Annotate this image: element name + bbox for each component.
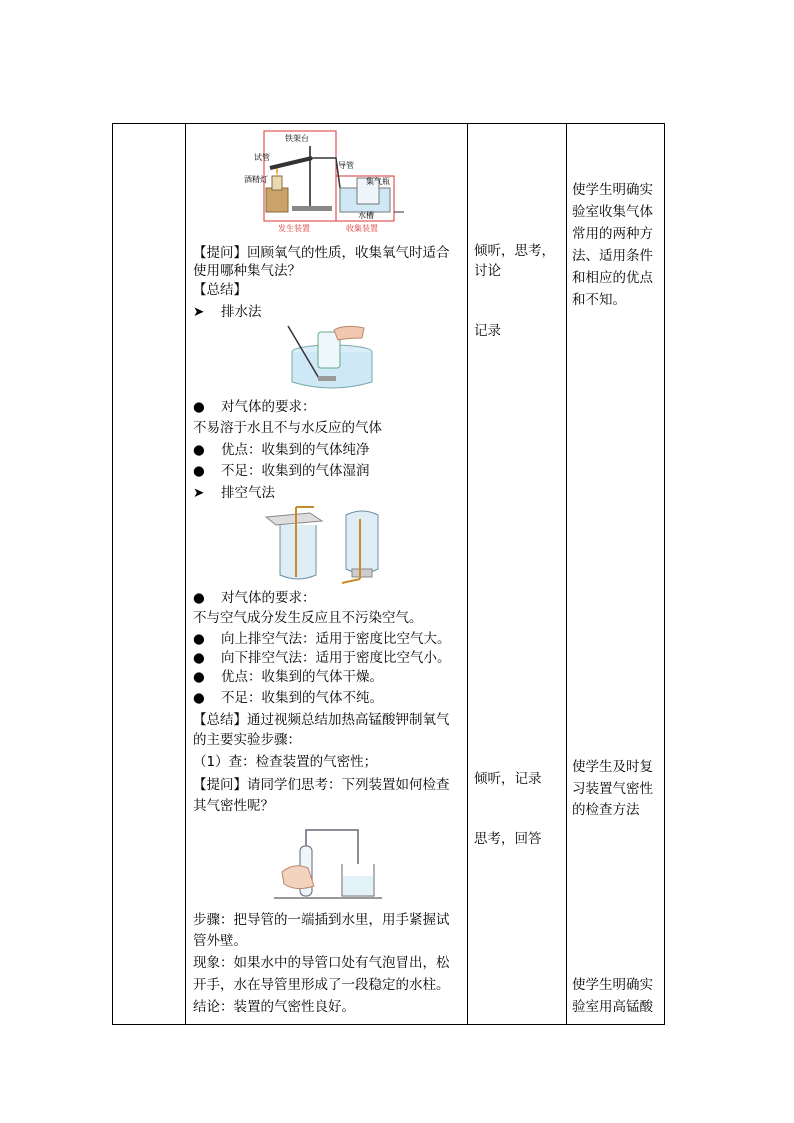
method-air: ➤ 排空气法 bbox=[193, 485, 275, 501]
activity-think-answer: 思考，回答 bbox=[474, 831, 542, 847]
dot-bullet-icon: ● bbox=[193, 590, 205, 606]
intent-line: 常用的两种方 bbox=[572, 226, 653, 242]
summary-heading: 【总结】 bbox=[193, 282, 247, 298]
phenomenon: 现象：如果水中的导管口处有气泡冒出，松 bbox=[193, 955, 450, 971]
label-gas-bottle: 集气瓶 bbox=[366, 177, 390, 186]
water-displacement-figure bbox=[282, 320, 378, 394]
question-1: 【提问】回顾氧气的性质，收集氧气时适合 bbox=[193, 245, 450, 261]
intent-line: 使学生明确实 bbox=[572, 182, 653, 198]
intent-line: 习装置气密性 bbox=[572, 781, 653, 797]
dot-bullet-icon: ● bbox=[193, 442, 205, 458]
intent-line: 验室用高锰酸 bbox=[572, 999, 653, 1015]
dot-bullet-icon: ● bbox=[193, 669, 205, 685]
method-water: ➤ 排水法 bbox=[193, 304, 262, 320]
step-check: （1）查：检查装置的气密性； bbox=[193, 754, 378, 770]
air-displacement-figure bbox=[262, 505, 392, 585]
advantage-1: ● 优点：收集到的气体纯净 bbox=[193, 442, 370, 458]
dot-bullet-icon: ● bbox=[193, 650, 205, 666]
downward-method: ● 向下排空气法：适用于密度比空气小。 bbox=[193, 650, 451, 666]
advantage-2: ● 优点：收集到的气体干燥。 bbox=[193, 669, 383, 685]
airtightness-figure bbox=[274, 826, 382, 902]
label-water-trough: 水槽 bbox=[358, 211, 374, 220]
arrow-bullet-icon: ➤ bbox=[193, 304, 205, 320]
intent-line: 和相应的优点 bbox=[572, 270, 653, 286]
intent-line: 验室收集气体 bbox=[572, 204, 653, 220]
upward-method: ● 向上排空气法：适用于密度比空气大。 bbox=[193, 631, 451, 647]
label-alcohol-lamp: 酒精灯 bbox=[244, 175, 268, 184]
disadvantage-2: ● 不足：收集到的气体不纯。 bbox=[193, 690, 383, 706]
label-iron-stand: 铁架台 bbox=[285, 134, 309, 143]
dot-bullet-icon: ● bbox=[193, 463, 205, 479]
procedure: 步骤：把导管的一端插到水里，用手紧握试 bbox=[193, 912, 450, 928]
intent-line: 的检查方法 bbox=[572, 802, 640, 818]
intent-line: 使学生及时复 bbox=[572, 759, 653, 775]
intent-line: 使学生明确实 bbox=[572, 977, 653, 993]
disadvantage-1: ● 不足：收集到的气体湿润 bbox=[193, 463, 370, 479]
dot-bullet-icon: ● bbox=[193, 690, 205, 706]
intent-line: 法、适用条件 bbox=[572, 248, 653, 264]
dot-bullet-icon: ● bbox=[193, 399, 205, 415]
label-generator: 发生装置 bbox=[278, 224, 310, 233]
dot-bullet-icon: ● bbox=[193, 631, 205, 647]
label-collector: 收集装置 bbox=[346, 224, 378, 233]
intent-line: 和不知。 bbox=[572, 292, 626, 308]
column-divider bbox=[185, 124, 186, 1024]
conclusion: 结论：装置的气密性良好。 bbox=[193, 999, 355, 1015]
requirement-1-text: 不易溶于水且不与水反应的气体 bbox=[193, 420, 382, 436]
oxygen-apparatus-figure bbox=[242, 128, 404, 234]
question-2-cont: 其气密性呢？ bbox=[193, 798, 274, 814]
label-conduit: 导管 bbox=[338, 161, 354, 170]
activity-listen-think: 倾听，思考， bbox=[474, 243, 555, 259]
column-divider bbox=[467, 124, 468, 1024]
procedure-cont: 管外壁。 bbox=[193, 933, 247, 949]
requirement-2-title: ● 对气体的要求： bbox=[193, 590, 316, 606]
column-divider bbox=[566, 124, 567, 1024]
activity-record: 记录 bbox=[474, 323, 501, 339]
question-1-cont: 使用哪种集气法？ bbox=[193, 263, 301, 279]
requirement-1-title: ● 对气体的要求： bbox=[193, 399, 316, 415]
activity-listen-record: 倾听，记录 bbox=[474, 771, 542, 787]
summary-2-cont: 的主要实验步骤： bbox=[193, 732, 301, 748]
arrow-bullet-icon: ➤ bbox=[193, 485, 205, 501]
requirement-2-text: 不与空气成分发生反应且不污染空气。 bbox=[193, 610, 423, 626]
label-test-tube: 试管 bbox=[254, 153, 270, 162]
question-2: 【提问】请同学们思考：下列装置如何检查 bbox=[193, 777, 450, 793]
summary-2: 【总结】通过视频总结加热高锰酸钾制氧气 bbox=[193, 712, 450, 728]
activity-discuss: 讨论 bbox=[474, 263, 501, 279]
phenomenon-cont: 开手，水在导管里形成了一段稳定的水柱。 bbox=[193, 977, 450, 993]
